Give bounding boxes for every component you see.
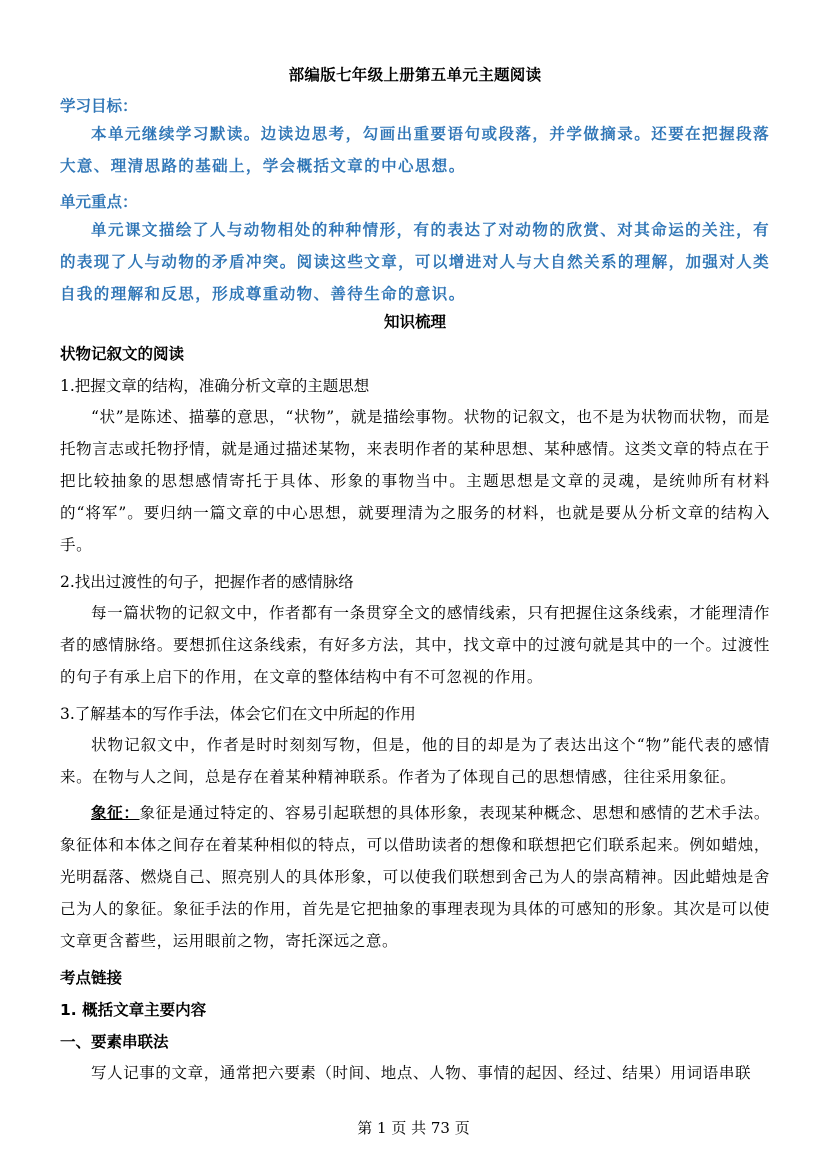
focus-heading: 单元重点： [60,192,138,211]
item3-heading: 3.了解基本的写作手法，体会它们在文中所起的作用 [60,705,416,723]
symbol-text: 象征是通过特定的、容易引起联想的具体形象，表现某种概念、思想和感情的艺术手法。象征体和本体之间存在着某种相似的特点，可以借助读者的想像和联想把它们联系起来。例如蜡烛，光明磊落、燃烧自己、照亮别人的具体形象，可以使我们联想到舍己为人的崇高精神。因此蜡烛是舍己为人的象征。象征手法的作用，首先是它把抽象的事理表现为具体的可感知的形象。其次是可以使文章更含蓄些，运用眼前之物，寄托深远之意。 [60,804,770,950]
knowledge-title: 知识梳理 [383,313,446,331]
goals-paragraph: 本单元继续学习默读。边读边思考，勾画出重要语句或段落，并学做摘录。还要在把握段落大意、理清思路的基础上，学会概括文章的中心思想。 [60,124,770,175]
item1-paragraph: “状”是陈述、描摹的意思，“状物”，就是描绘事物。状物的记叙文，也不是为状物而状物，而是托物言志或托物抒情，就是通过描述某物，来表明作者的某种思想、某种感情。这类文章的特点在于把比较抽象的思想感情寄托于具体、形象的事物当中。主题思想是文章的灵魂，是统帅所有材料的“将军”。要归纳一篇文章的中心思想，就要理清为之服务的材料，也就是要从分析文章的结构入手。 [60,408,770,554]
sub-heading: 状物记叙文的阅读 [60,345,185,363]
symbol-term: 象征： [91,803,140,822]
item3-paragraph: 状物记叙文中，作者是时时刻刻写物，但是，他的目的却是为了表达出这个“物”能代表的感情来。在物与人之间，总是存在着某种精神联系。作者为了体现自己的思想情感，往往采用象征。 [60,736,770,786]
method1-heading: 一、要素串联法 [60,1033,169,1051]
page-footer: 第 1 页 共 73 页 [357,1119,470,1137]
item2-heading: 2.找出过渡性的句子，把握作者的感情脉络 [60,573,354,591]
exam-heading: 考点链接 [60,969,123,987]
exam-item1-heading: 1. 概括文章主要内容 [60,1001,207,1019]
symbol-paragraph [60,797,770,957]
item1-heading: 1.把握文章的结构，准确分析文章的主题思想 [60,377,370,395]
goals-heading: 学习目标： [60,96,138,115]
method1-paragraph: 写人记事的文章，通常把六要素（时间、地点、人物、事情的起因、经过、结果）用词语串联 [91,1064,752,1082]
item2-paragraph: 每一篇状物的记叙文中，作者都有一条贯穿全文的感情线索，只有把握住这条线索，才能理清作者的感情脉络。要想抓住这条线索，有好多方法，其中，找文章中的过渡句就是其中的一个。过渡性的句子有承上启下的作用，在文章的整体结构中有不可忽视的作用。 [60,604,770,686]
focus-paragraph: 单元课文描绘了人与动物相处的种种情形，有的表达了对动物的欣赏、对其命运的关注，有的表现了人与动物的矛盾冲突。阅读这些文章，可以增进对人与大自然关系的理解，加强对人类自我的理解和反思，形成尊重动物、善待生命的意识。 [60,220,770,303]
page-content [60,64,770,1089]
document-title: 部编版七年级上册第五单元主题阅读 [288,66,542,84]
